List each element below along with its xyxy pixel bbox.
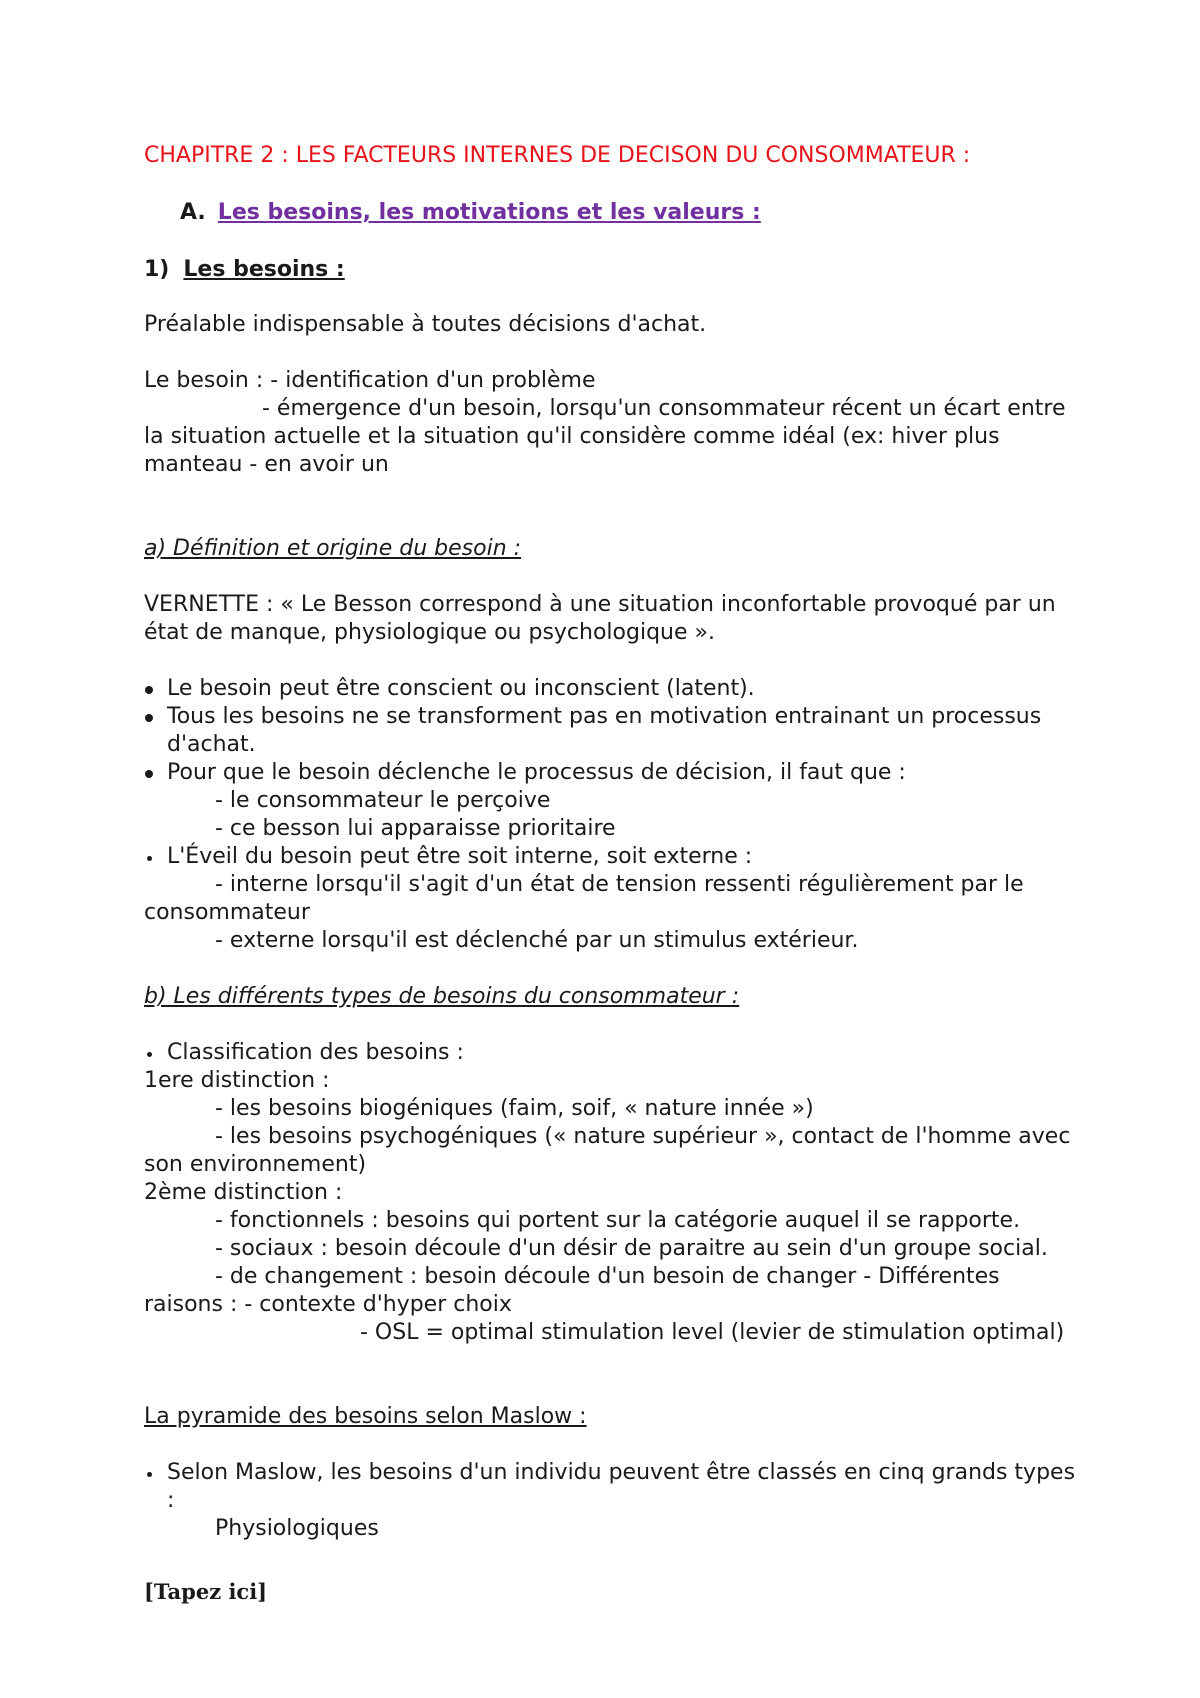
bullet-dot	[147, 856, 152, 861]
maslow-title: La pyramide des besoins selon Maslow :	[144, 1404, 587, 1429]
distinction-2-item-3: - de changement : besoin découle d'un besoin de changer - Différentes	[215, 1264, 1000, 1289]
footer-placeholder: [Tapez ici]	[144, 1579, 268, 1604]
subsection-b-title: b) Les différents types de besoins du consommateur :	[144, 984, 740, 1009]
intro-text: Préalable indispensable à toutes décisions d'achat.	[144, 312, 707, 337]
subsection-a-title: a) Définition et origine du besoin :	[144, 536, 522, 561]
bullet-4-item-1: - interne lorsqu'il s'agit d'un état de tension ressenti régulièrement par le	[215, 872, 1024, 897]
distinction-2-item-1: - fonctionnels : besoins qui portent sur la catégorie auquel il se rapporte.	[215, 1208, 1021, 1233]
section-a-title: Les besoins, les motivations et les valeurs :	[217, 200, 761, 225]
maslow-bullet-line-1: Selon Maslow, les besoins d'un individu peuvent être classés en cinq grands types	[167, 1460, 1076, 1485]
distinction-2-item-2: - sociaux : besoin découle d'un désir de paraitre au sein d'un groupe social.	[215, 1236, 1048, 1261]
besoin-line-2: - émergence d'un besoin, lorsqu'un consommateur récent un écart entre	[262, 396, 1066, 421]
distinction-1-item-1: - les besoins biogéniques (faim, soif, « nature innée »)	[215, 1096, 814, 1121]
distinction-1-item-2: - les besoins psychogéniques (« nature supérieur », contact de l'homme avec	[215, 1124, 1071, 1149]
besoin-line-4: manteau - en avoir un	[144, 452, 389, 477]
distinction-2-item-3-osl: - OSL = optimal stimulation level (levier de stimulation optimal)	[360, 1320, 1065, 1345]
bullet-dot	[145, 714, 153, 722]
bullet-dot	[145, 770, 153, 778]
section-a-marker: A.	[180, 200, 206, 225]
besoin-line-3: la situation actuelle et la situation qu'il considère comme idéal (ex: hiver plus	[144, 424, 1000, 449]
bullet-3-item-2: - ce besson lui apparaisse prioritaire	[215, 816, 616, 841]
bullet-dot	[147, 1472, 152, 1477]
distinction-2-item-3-cont: raisons : - contexte d'hyper choix	[144, 1292, 512, 1317]
bullet-2-line-2: d'achat.	[167, 732, 256, 757]
distinction-1: 1ere distinction :	[144, 1068, 330, 1093]
chapter-title: CHAPITRE 2 : LES FACTEURS INTERNES DE DECISON DU CONSOMMATEUR :	[144, 143, 971, 168]
section-1-title: Les besoins :	[183, 257, 345, 282]
bullet-4-item-1-cont: consommateur	[144, 900, 310, 925]
bullet-2-line-1: Tous les besoins ne se transforment pas en motivation entrainant un processus	[167, 704, 1042, 729]
bullet-3: Pour que le besoin déclenche le processus de décision, il faut que :	[167, 760, 906, 785]
vernette-line-1: VERNETTE : « Le Besson correspond à une situation inconfortable provoqué par un	[144, 592, 1056, 617]
bullet-4-item-2: - externe lorsqu'il est déclenché par un stimulus extérieur.	[215, 928, 859, 953]
section-1-heading	[144, 256, 345, 284]
bullet-dot	[145, 686, 153, 694]
distinction-2: 2ème distinction :	[144, 1180, 343, 1205]
distinction-1-item-2-cont: son environnement)	[144, 1152, 367, 1177]
classification-head: Classification des besoins :	[167, 1040, 464, 1065]
bullet-1: Le besoin peut être conscient ou inconscient (latent).	[167, 676, 755, 701]
section-a-heading	[180, 199, 761, 227]
bullet-4: L'Éveil du besoin peut être soit interne, soit externe :	[167, 844, 753, 869]
bullet-3-item-1: - le consommateur le perçoive	[215, 788, 551, 813]
section-1-marker: 1)	[144, 257, 170, 282]
maslow-bullet-line-2: :	[167, 1488, 175, 1513]
vernette-line-2: état de manque, physiologique ou psychologique ».	[144, 620, 715, 645]
bullet-dot	[147, 1052, 152, 1057]
besoin-line-1: Le besoin : - identification d'un problème	[144, 368, 596, 393]
maslow-item-physiologiques: Physiologiques	[215, 1516, 379, 1541]
